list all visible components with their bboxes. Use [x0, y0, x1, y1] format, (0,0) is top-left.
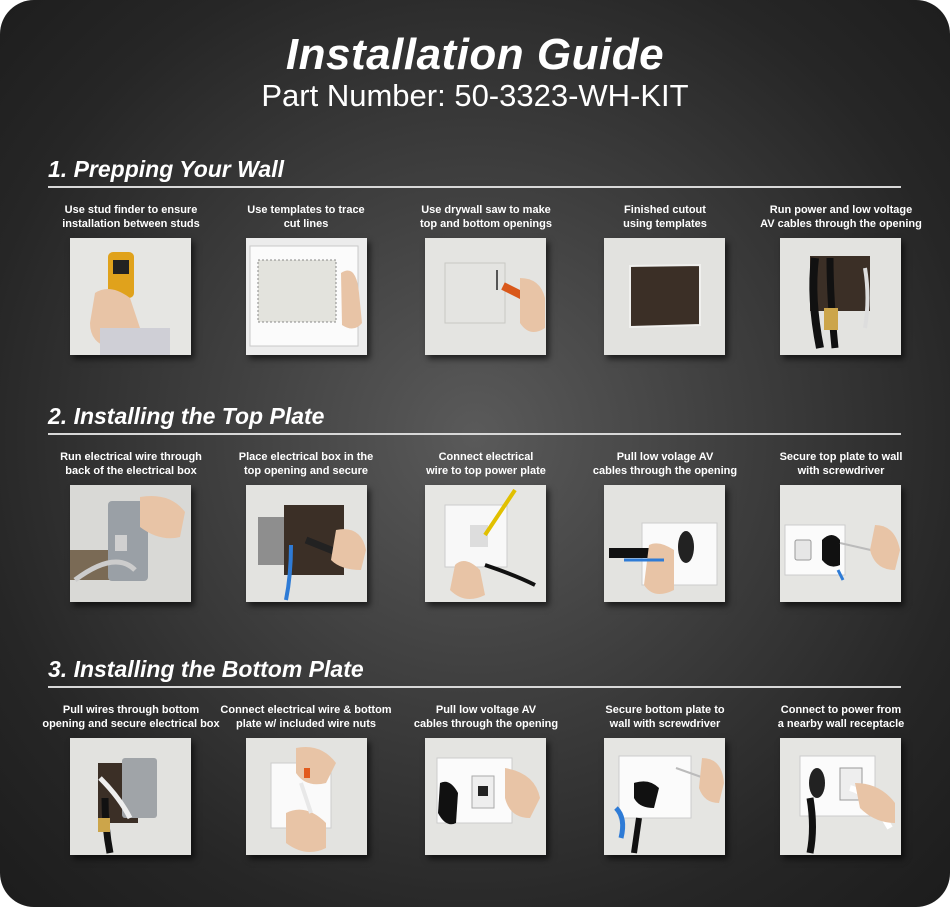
stud-finder-icon [70, 238, 191, 355]
step-caption-line: Connect to power from [780, 704, 902, 716]
step-caption-line: cables through the opening [592, 465, 738, 477]
part-number: Part Number: 50-3323-WH-KIT [261, 78, 689, 113]
step-caption-line: with screwdriver [797, 465, 885, 477]
step-caption [391, 703, 581, 731]
pull-cables-icon [604, 485, 725, 602]
step-caption-line: top and bottom openings [420, 218, 552, 230]
step-caption-line: Pull wires through bottom [62, 704, 200, 716]
section-title: 1. Prepping Your Wall [48, 156, 285, 182]
step-caption-line: Pull low volage AV [616, 451, 714, 463]
cutout-icon [604, 238, 725, 355]
step-caption [570, 450, 760, 478]
section-divider [48, 433, 901, 435]
bottom-screw-icon [604, 738, 725, 855]
step-caption-line: Use stud finder to ensure [64, 204, 198, 216]
step-caption-line: Finished cutout [624, 204, 706, 216]
step-caption [211, 703, 401, 731]
step-caption [211, 203, 401, 231]
step-caption-line: Secure top plate to wall [779, 451, 903, 463]
av-plate-icon [425, 738, 546, 855]
step-caption-line: opening and secure electrical box [42, 718, 220, 730]
step-caption [746, 703, 936, 731]
step-caption-line: Pull low voltage AV [435, 704, 537, 716]
step-caption-line: installation between studs [62, 218, 200, 230]
electrical-box-icon [70, 485, 191, 602]
section-divider [48, 686, 901, 688]
step-caption-line: a nearby wall receptacle [777, 718, 905, 730]
step-caption-line: wire to top power plate [426, 465, 546, 477]
step-caption-line: using templates [623, 218, 707, 230]
step-caption-line: AV cables through the opening [760, 218, 922, 230]
template-icon [246, 238, 367, 355]
step-caption-line: wall with screwdriver [609, 718, 721, 730]
step-caption-line: Run power and low voltage [769, 204, 913, 216]
step-caption [391, 203, 581, 231]
step-caption [570, 703, 760, 731]
section-title: 2. Installing the Top Plate [48, 403, 325, 429]
step-caption-line: cables through the opening [413, 718, 559, 730]
step-caption [36, 450, 226, 478]
step-caption-line: Use templates to trace [247, 204, 365, 216]
step-caption-line: plate w/ included wire nuts [236, 718, 376, 730]
cables-icon [780, 238, 901, 355]
section-divider [48, 186, 901, 188]
step-caption [746, 450, 936, 478]
step-caption [36, 703, 226, 731]
wire-nuts-icon [246, 738, 367, 855]
drywall-saw-icon [425, 238, 546, 355]
screwdriver-icon [780, 485, 901, 602]
step-caption-line: back of the electrical box [65, 465, 197, 477]
receptacle-icon [780, 738, 901, 855]
step-caption-line: cut lines [283, 218, 329, 230]
step-caption-line: Use drywall saw to make [421, 204, 551, 216]
step-caption-line: Connect electrical wire & bottom [220, 704, 392, 716]
step-caption-line: Secure bottom plate to [605, 704, 725, 716]
step-caption [211, 450, 401, 478]
step-caption [391, 450, 581, 478]
box-in-wall-icon [246, 485, 367, 602]
bottom-box-icon [70, 738, 191, 855]
step-caption-line: Run electrical wire through [60, 451, 202, 463]
section-title: 3. Installing the Bottom Plate [48, 656, 364, 682]
guide-title: Installation Guide [285, 30, 665, 79]
step-caption-line: Place electrical box in the [238, 451, 374, 463]
power-plate-icon [425, 485, 546, 602]
step-caption [746, 203, 936, 231]
step-caption-line: Connect electrical [438, 451, 534, 463]
step-caption [570, 203, 760, 231]
step-caption-line: top opening and secure [243, 465, 369, 477]
step-caption [36, 203, 226, 231]
